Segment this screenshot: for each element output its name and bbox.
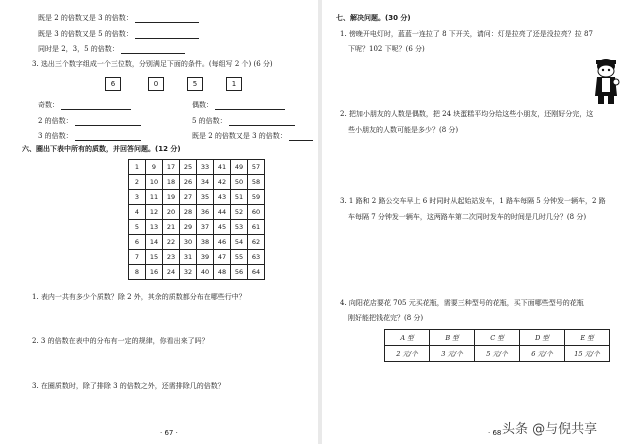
problem-1-line-1: 1. 傍晚开电灯时，蓝蓝一连拉了 8 下开关，请问：灯是拉亮了还是没拉亮？拉 87 — [340, 30, 593, 38]
digit-card-4: 1 — [226, 77, 242, 91]
grid-cell[interactable]: 36 — [197, 205, 214, 220]
grid-cell[interactable]: 4 — [129, 205, 146, 220]
grid-cell[interactable]: 19 — [163, 190, 180, 205]
left-page — [0, 0, 318, 444]
condition-mult3 — [38, 132, 141, 141]
condition-odd-label: 奇数： — [38, 101, 59, 109]
grid-cell[interactable]: 44 — [214, 205, 231, 220]
answer-blank-even[interactable] — [215, 102, 285, 110]
grid-cell[interactable]: 40 — [197, 265, 214, 280]
grid-row — [129, 175, 265, 190]
condition-mult23 — [192, 132, 313, 141]
condition-mult23-label: 既是 2 的倍数又是 3 的倍数： — [192, 132, 287, 140]
question-1: 1. 表内一共有多少个质数？除 2 外，其余的质数都分布在哪些行中？ — [32, 293, 246, 301]
grid-cell[interactable]: 28 — [180, 205, 197, 220]
grid-cell[interactable]: 62 — [248, 235, 265, 250]
grid-cell[interactable]: 42 — [214, 175, 231, 190]
grid-cell[interactable]: 53 — [231, 220, 248, 235]
grid-row — [129, 235, 265, 250]
grid-cell[interactable]: 24 — [163, 265, 180, 280]
fill-line-2 — [38, 30, 199, 39]
grid-cell[interactable]: 58 — [248, 175, 265, 190]
problem-3-line-2: 车每隔 7 分钟发一辆车，这两路车第二次同时发车的时间是几时几分？(8 分) — [348, 213, 587, 221]
problem-2-line-1: 2. 把加小朋友的人数是偶数，把 24 块蛋糕平均分给这些小朋友，还刚好分完，这 — [340, 110, 594, 118]
grid-cell[interactable]: 52 — [231, 205, 248, 220]
condition-odd — [38, 101, 131, 110]
grid-cell[interactable]: 47 — [214, 250, 231, 265]
answer-blank-mult3[interactable] — [75, 133, 141, 141]
grid-row — [129, 160, 265, 175]
grid-cell[interactable]: 21 — [163, 220, 180, 235]
price-value-e: 15 元/个 — [565, 346, 610, 362]
digit-card-3: 5 — [187, 77, 203, 91]
digit-card-1: 6 — [105, 77, 121, 91]
condition-mult2-label: 2 的倍数： — [38, 117, 73, 125]
problem-3-line-1: 3. 1 路和 2 路公交车早上 6 时同时从起始站发车，1 路车每隔 5 分钟发一辆车，2 路 — [340, 197, 606, 205]
grid-cell[interactable]: 37 — [197, 220, 214, 235]
grid-cell[interactable]: 61 — [248, 220, 265, 235]
price-header-d: D 型 — [520, 330, 565, 346]
grid-cell[interactable]: 59 — [248, 190, 265, 205]
problem-4-line-1: 4. 向阳花店要花 705 元买花瓶，需要三种型号的花瓶，买下面哪些型号的花瓶 — [340, 299, 584, 307]
vase-price-table — [384, 329, 610, 362]
problem-2-line-2: 些小朋友的人数可能是多少？(8 分) — [348, 126, 459, 134]
grid-cell[interactable]: 27 — [180, 190, 197, 205]
grid-cell[interactable]: 11 — [146, 190, 163, 205]
question-3-title: 3. 选出三个数字组成一个三位数，分别满足下面的条件。(每组写 2 个) (6 分) — [32, 60, 273, 68]
condition-mult5-label: 5 的倍数： — [192, 117, 227, 125]
price-value-d: 6 元/个 — [520, 346, 565, 362]
grid-cell[interactable]: 8 — [129, 265, 146, 280]
grid-row — [129, 190, 265, 205]
condition-even-label: 偶数： — [192, 101, 213, 109]
answer-blank-mult2[interactable] — [75, 118, 141, 126]
fill-line-1 — [38, 14, 199, 23]
fill-blank-3[interactable] — [121, 46, 185, 54]
answer-blank-mult5[interactable] — [229, 118, 295, 126]
price-header-row — [385, 330, 610, 346]
answer-blank-odd[interactable] — [61, 102, 131, 110]
price-header-c: C 型 — [475, 330, 520, 346]
grid-cell[interactable]: 14 — [146, 235, 163, 250]
grid-cell[interactable]: 54 — [231, 235, 248, 250]
page-number-left: · 67 · — [160, 429, 178, 437]
question-3b: 3. 在圈质数时，除了排除 3 的倍数之外，还需排除几的倍数？ — [32, 382, 225, 390]
grid-cell[interactable]: 15 — [146, 250, 163, 265]
grid-cell[interactable]: 43 — [214, 190, 231, 205]
grid-cell[interactable]: 51 — [231, 190, 248, 205]
grid-cell[interactable]: 9 — [146, 160, 163, 175]
grid-cell[interactable]: 55 — [231, 250, 248, 265]
grid-cell[interactable]: 35 — [197, 190, 214, 205]
grid-cell[interactable]: 46 — [214, 235, 231, 250]
grid-cell[interactable]: 32 — [180, 265, 197, 280]
grid-cell[interactable]: 33 — [197, 160, 214, 175]
grid-row — [129, 220, 265, 235]
grid-cell[interactable]: 38 — [197, 235, 214, 250]
grid-cell[interactable]: 10 — [146, 175, 163, 190]
price-header-e: E 型 — [565, 330, 610, 346]
grid-cell[interactable]: 63 — [248, 250, 265, 265]
watermark: 头条 @与倪共享 — [502, 422, 598, 437]
grid-cell[interactable]: 57 — [248, 160, 265, 175]
grid-cell[interactable]: 18 — [163, 175, 180, 190]
grid-cell[interactable]: 48 — [214, 265, 231, 280]
fill-blank-1[interactable] — [135, 15, 199, 23]
fill-line-3-label: 同时是 2，3，5 的倍数： — [38, 45, 119, 53]
grid-cell[interactable]: 49 — [231, 160, 248, 175]
page-number-right: · 68 · — [488, 429, 506, 437]
digit-card-2: 0 — [148, 77, 164, 91]
grid-cell[interactable]: 13 — [146, 220, 163, 235]
grid-cell[interactable]: 20 — [163, 205, 180, 220]
grid-cell[interactable]: 50 — [231, 175, 248, 190]
problem-1-line-2: 下呢？102 下呢？(6 分) — [348, 45, 425, 53]
price-value-row — [385, 346, 610, 362]
condition-mult5 — [192, 117, 295, 126]
price-value-c: 5 元/个 — [475, 346, 520, 362]
fill-line-3 — [38, 45, 185, 54]
section-7-title: 七、解决问题。(30 分) — [336, 14, 411, 22]
price-header-a: A 型 — [385, 330, 430, 346]
grid-cell[interactable]: 6 — [129, 235, 146, 250]
grid-cell[interactable]: 3 — [129, 190, 146, 205]
grid-cell[interactable]: 2 — [129, 175, 146, 190]
question-2: 2. 3 的倍数在表中的分布有一定的规律，你看出来了吗？ — [32, 337, 209, 345]
grid-cell[interactable]: 1 — [129, 160, 146, 175]
grid-cell[interactable]: 30 — [180, 235, 197, 250]
grid-cell[interactable]: 34 — [197, 175, 214, 190]
grid-cell[interactable]: 17 — [163, 160, 180, 175]
section-6-title: 六、圈出下表中所有的质数，并回答问题。(12 分) — [22, 145, 181, 153]
number-grid — [128, 159, 265, 280]
price-value-b: 3 元/个 — [430, 346, 475, 362]
grid-row — [129, 265, 265, 280]
grid-cell[interactable]: 41 — [214, 160, 231, 175]
grid-cell[interactable]: 5 — [129, 220, 146, 235]
condition-even — [192, 101, 285, 110]
fill-blank-2[interactable] — [135, 31, 199, 39]
grid-cell[interactable]: 60 — [248, 205, 265, 220]
grid-cell[interactable]: 23 — [163, 250, 180, 265]
grid-cell[interactable]: 29 — [180, 220, 197, 235]
grid-cell[interactable]: 64 — [248, 265, 265, 280]
grid-cell[interactable]: 7 — [129, 250, 146, 265]
grid-cell[interactable]: 12 — [146, 205, 163, 220]
grid-cell[interactable]: 39 — [197, 250, 214, 265]
cartoon-character-icon — [592, 58, 620, 106]
fill-line-1-label: 既是 2 的倍数又是 3 的倍数： — [38, 14, 133, 22]
grid-row — [129, 205, 265, 220]
grid-cell[interactable]: 26 — [180, 175, 197, 190]
grid-cell[interactable]: 31 — [180, 250, 197, 265]
problem-4-line-2: 刚好能把钱花完？(8 分) — [348, 314, 424, 322]
grid-cell[interactable]: 45 — [214, 220, 231, 235]
condition-mult2 — [38, 117, 141, 126]
grid-cell[interactable]: 22 — [163, 235, 180, 250]
fill-line-2-label: 既是 3 的倍数又是 5 的倍数： — [38, 30, 133, 38]
condition-mult3-label: 3 的倍数： — [38, 132, 73, 140]
price-header-b: B 型 — [430, 330, 475, 346]
answer-blank-mult23[interactable] — [289, 133, 313, 141]
grid-cell[interactable]: 56 — [231, 265, 248, 280]
grid-cell[interactable]: 16 — [146, 265, 163, 280]
grid-row — [129, 250, 265, 265]
grid-cell[interactable]: 25 — [180, 160, 197, 175]
price-value-a: 2 元/个 — [385, 346, 430, 362]
